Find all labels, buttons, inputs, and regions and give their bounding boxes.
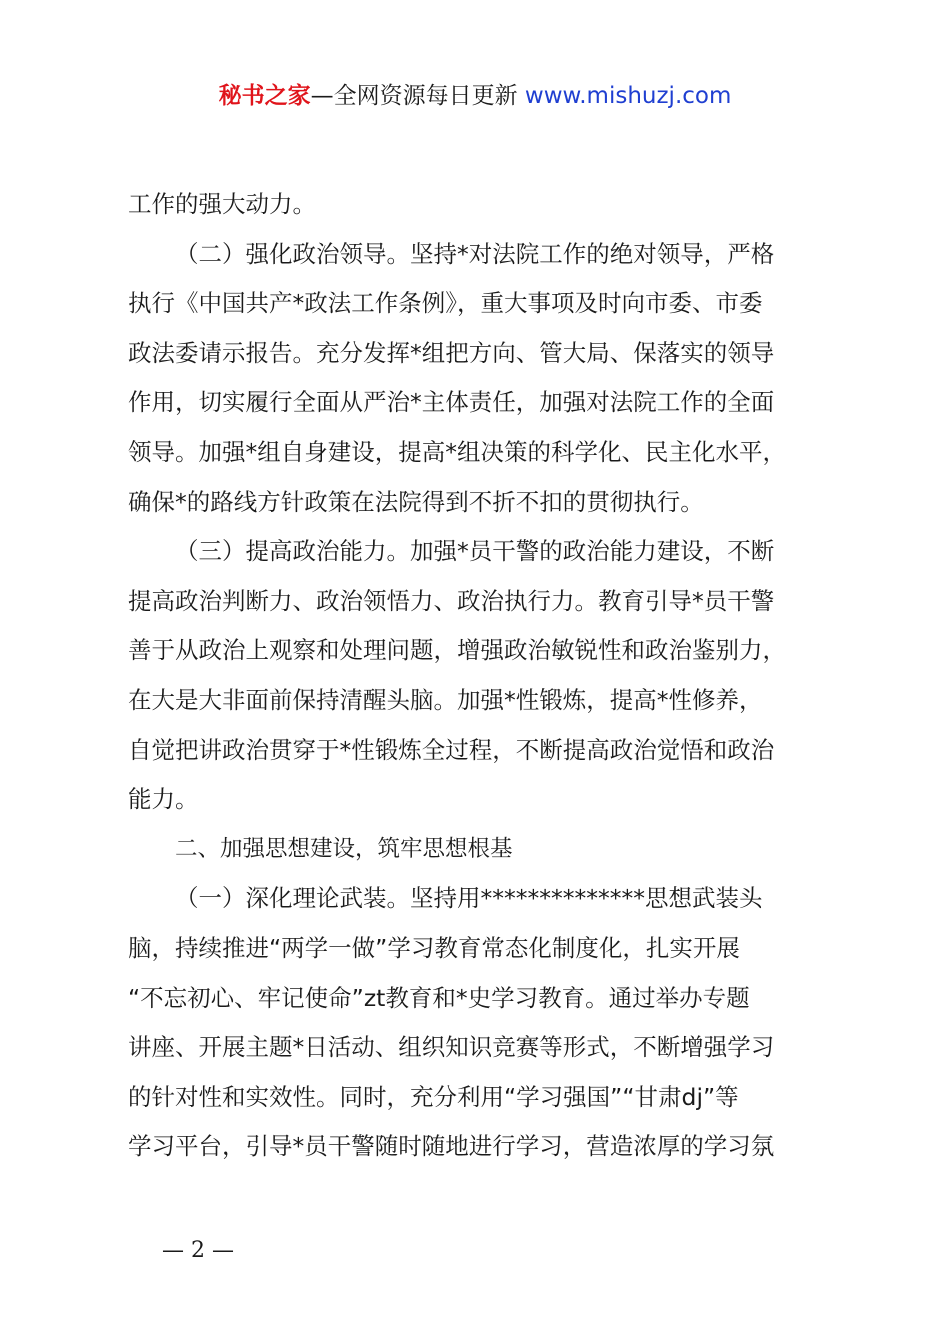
paragraph-line: 能力。	[128, 785, 199, 814]
paragraph-line: 执行《中国共产*政法工作条例》，重大事项及时向市委、市委	[128, 289, 763, 318]
paragraph-line: 学习平台，引导*员干警随时随地进行学习，营造浓厚的学习氛	[128, 1132, 775, 1161]
header-slogan: —全网资源每日更新	[310, 83, 518, 109]
page-header	[0, 80, 950, 112]
paragraph-line: 工作的强大动力。	[128, 190, 316, 218]
paragraph-line: 作用，切实履行全面从严治*主体责任，加强对法院工作的全面	[128, 388, 775, 417]
paragraph-line: （三）提高政治能力。加强*员干警的政治能力建设，不断	[175, 537, 775, 566]
paragraph-line: （一）深化理论武装。坚持用**************思想武装头	[175, 884, 763, 913]
paragraph-line: “不忘初心、牢记使命”zt教育和*史学习教育。通过举办专题	[128, 983, 750, 1012]
paragraph-line: 自觉把讲政治贯穿于*性锻炼全过程，不断提高政治觉悟和政治	[128, 735, 775, 764]
paragraph-line: 脑，持续推进“两学一做”学习教育常态化制度化，扎实开展	[128, 933, 740, 962]
section-heading: 二、加强思想建设，筑牢思想根基	[175, 835, 513, 862]
paragraph-line: 善于从政治上观察和处理问题，增强政治敏锐性和政治鉴别力，	[128, 636, 786, 665]
paragraph-line: 的针对性和实效性。同时，充分利用“学习强国”“甘肃dj”等	[128, 1082, 739, 1111]
paragraph-line: 领导。加强*组自身建设，提高*组决策的科学化、民主化水平，	[128, 437, 786, 466]
paragraph-line: （二）强化政治领导。坚持*对法院工作的绝对领导，严格	[175, 239, 775, 268]
paragraph-line: 确保*的路线方针政策在法院得到不折不扣的贯彻执行。	[128, 487, 704, 516]
paragraph-line: 讲座、开展主题*日活动、组织知识竞赛等形式，不断增强学习	[128, 1033, 775, 1062]
site-url-link[interactable]: www.mishuzj.com	[524, 83, 732, 109]
paragraph-line: 在大是大非面前保持清醒头脑。加强*性锻炼，提高*性修养，	[128, 685, 763, 714]
document-body	[128, 180, 828, 1172]
paragraph-line: 提高政治判断力、政治领悟力、政治执行力。教育引导*员干警	[128, 586, 775, 615]
brand-name: 秘书之家	[218, 83, 311, 109]
paragraph-line: 政法委请示报告。充分发挥*组把方向、管大局、保落实的领导	[128, 338, 775, 367]
page-number: — 2 —	[162, 1238, 234, 1263]
